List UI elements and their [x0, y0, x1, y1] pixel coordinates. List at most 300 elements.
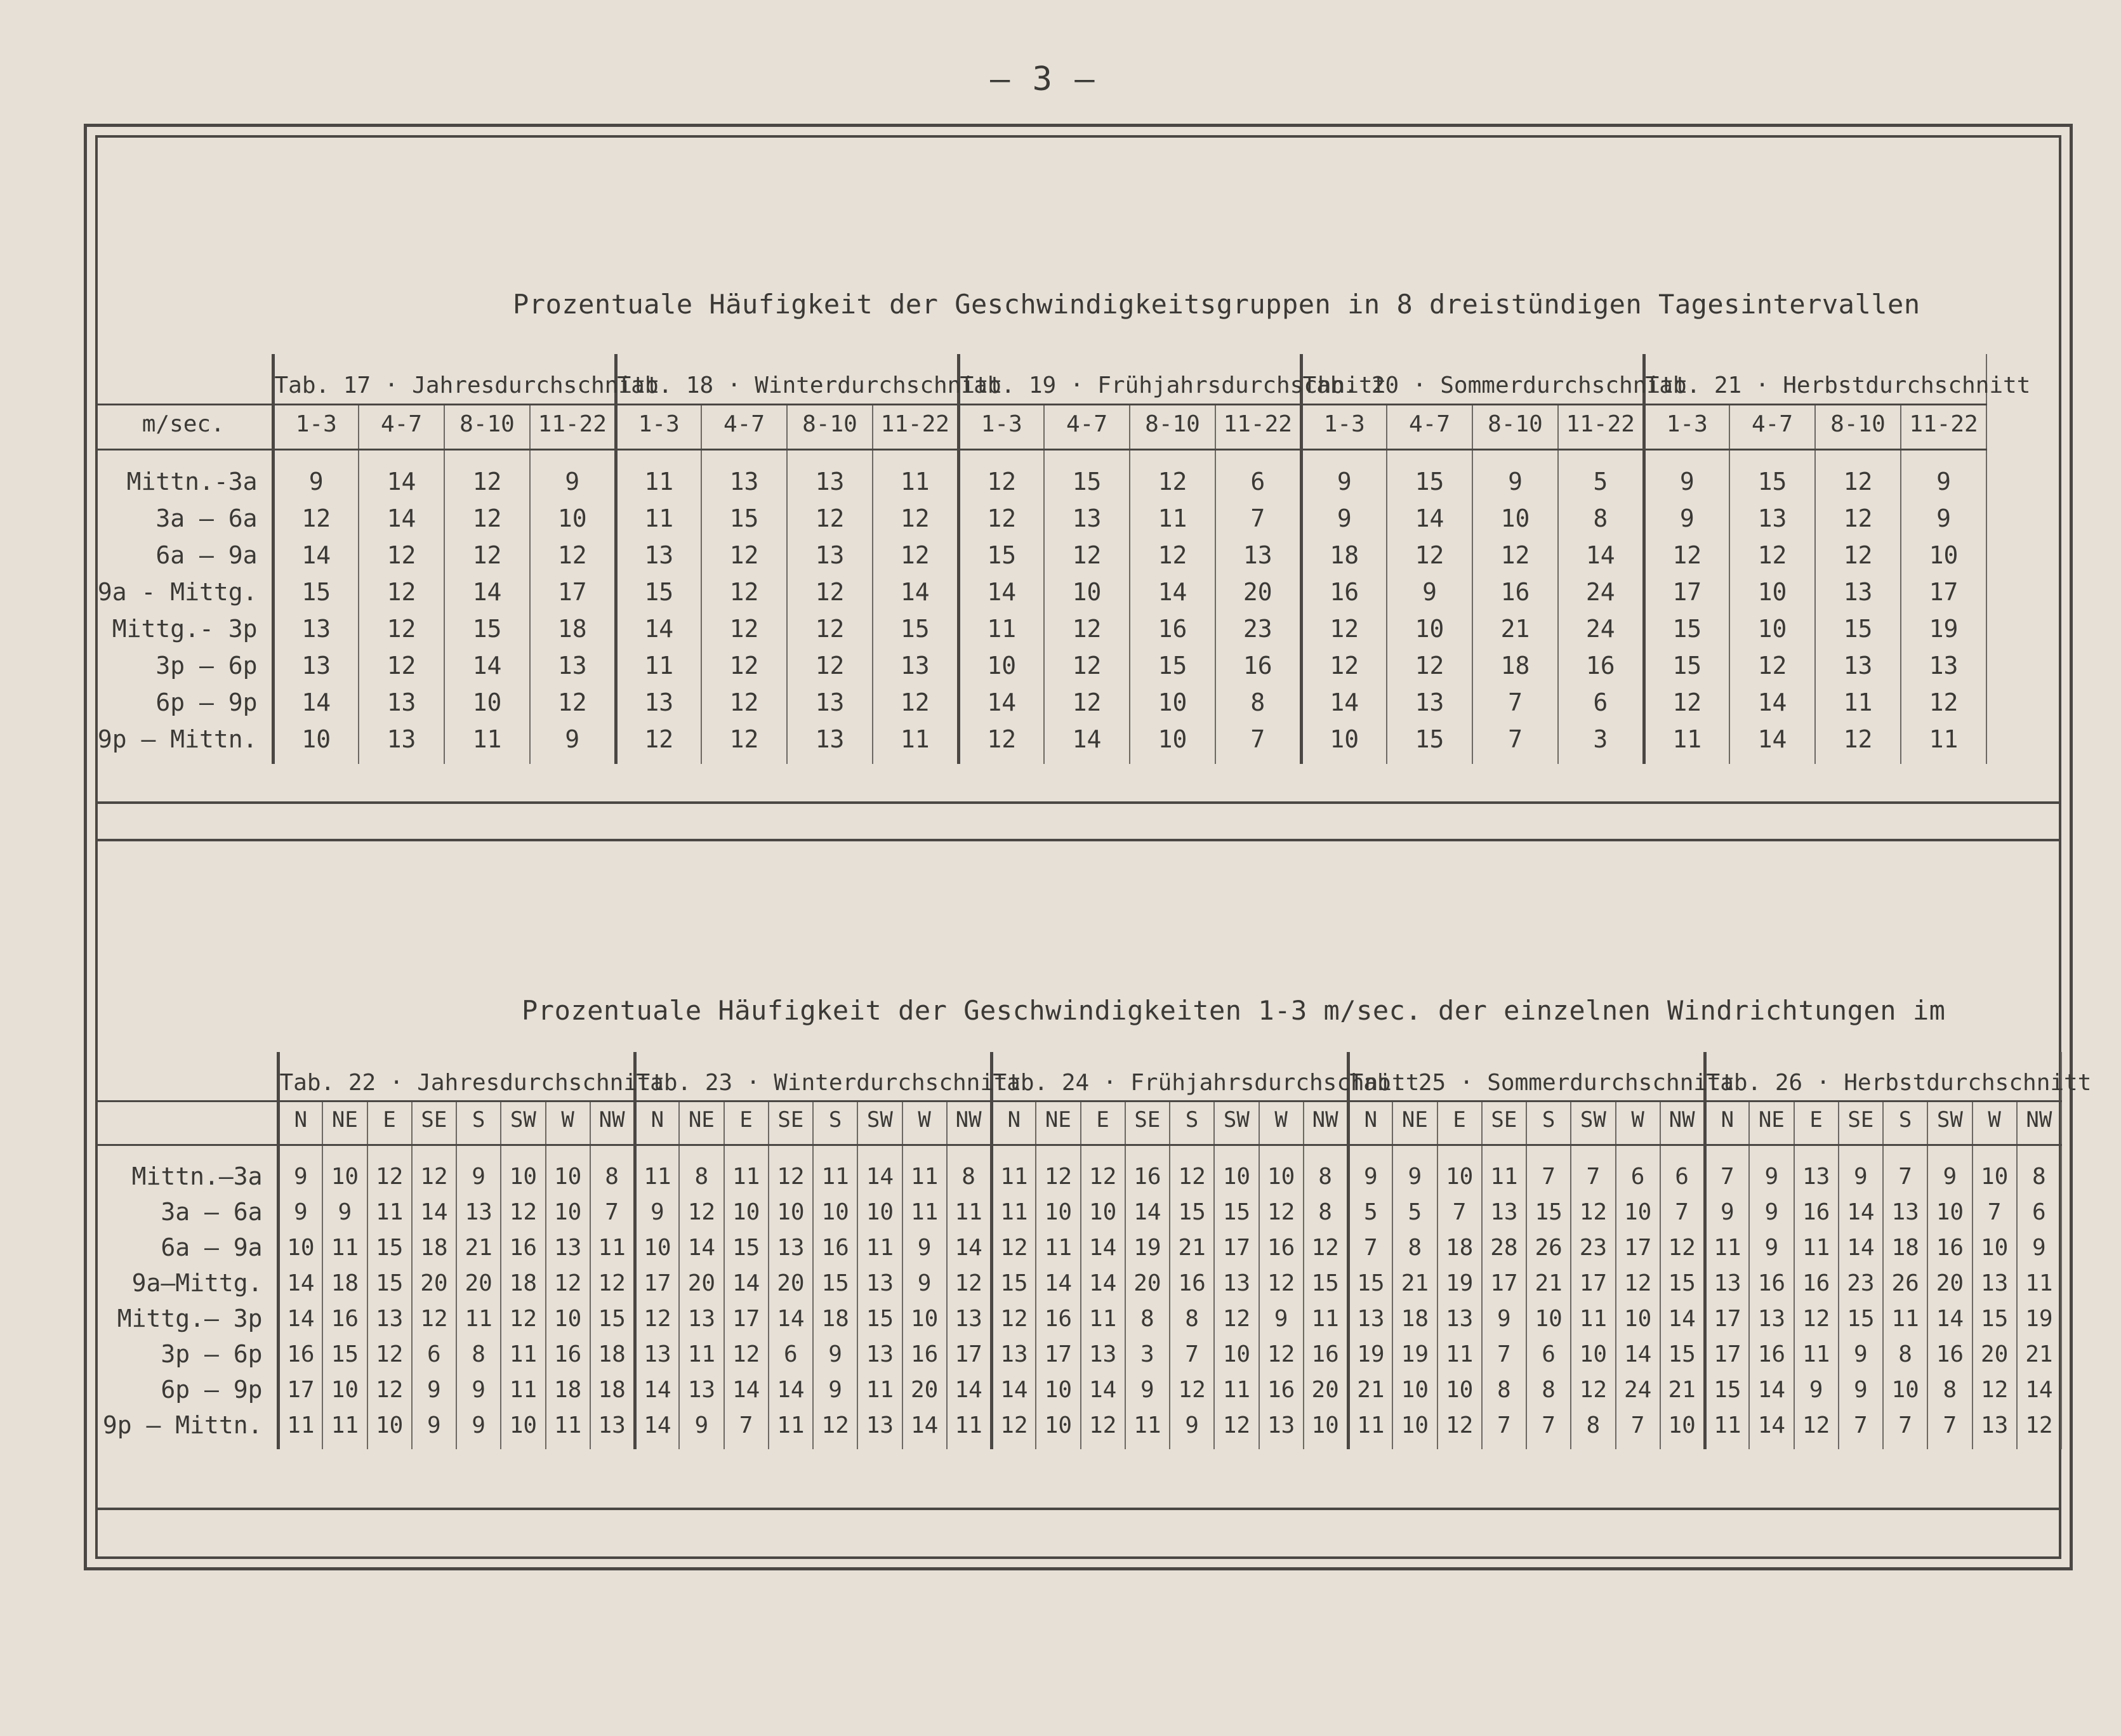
table-row: [95, 450, 1986, 501]
cell-value: 12: [367, 1336, 412, 1372]
column-header: N: [1705, 1101, 1749, 1145]
table-row: [95, 1194, 2061, 1230]
cell-value: 9: [1170, 1407, 1214, 1449]
cell-value: 8: [1215, 684, 1301, 721]
cell-value: 7: [1660, 1194, 1705, 1230]
cell-value: 14: [857, 1145, 902, 1195]
cell-value: 20: [769, 1265, 813, 1301]
column-header: 11-22: [530, 405, 616, 450]
cell-value: 11: [1571, 1301, 1615, 1336]
column-header: SW: [501, 1101, 545, 1145]
cell-value: 20: [679, 1265, 724, 1301]
cell-value: 14: [444, 647, 530, 684]
cell-value: 28: [1482, 1230, 1526, 1265]
cell-value: 16: [813, 1230, 857, 1265]
cell-value: 11: [947, 1194, 991, 1230]
column-header: 4-7: [1044, 405, 1130, 450]
cell-value: 14: [902, 1407, 947, 1449]
cell-value: 10: [501, 1407, 545, 1449]
cell-value: 14: [769, 1301, 813, 1336]
cell-value: 12: [444, 537, 530, 574]
cell-value: 11: [947, 1407, 991, 1449]
cell-value: 17: [1616, 1230, 1660, 1265]
column-header: S: [456, 1101, 501, 1145]
cell-value: 14: [769, 1372, 813, 1407]
cell-value: 12: [273, 500, 359, 537]
cell-value: 13: [947, 1301, 991, 1336]
cell-value: 15: [857, 1301, 902, 1336]
group-title: Tab. 20 · Sommerdurchschnitt: [1301, 354, 1644, 405]
cell-value: 14: [947, 1372, 991, 1407]
cell-value: 12: [1259, 1265, 1304, 1301]
cell-value: 11: [1437, 1336, 1482, 1372]
cell-value: 12: [1170, 1372, 1214, 1407]
row-label: 9p – Mittn.: [95, 1407, 278, 1449]
cell-value: 12: [701, 721, 787, 764]
cell-value: 9: [1482, 1301, 1526, 1336]
cell-value: 12: [530, 537, 616, 574]
cell-value: 11: [444, 721, 530, 764]
cell-value: 16: [1259, 1230, 1304, 1265]
cell-value: 16: [1558, 647, 1644, 684]
cell-value: 12: [1472, 537, 1558, 574]
cell-value: 11: [1304, 1301, 1348, 1336]
table-row: [95, 684, 1986, 721]
cell-value: 12: [1815, 537, 1901, 574]
cell-value: 10: [1036, 1372, 1080, 1407]
column-header: 8-10: [787, 405, 873, 450]
cell-value: 12: [787, 500, 873, 537]
column-header: NW: [947, 1101, 991, 1145]
cell-value: 15: [1644, 647, 1729, 684]
cell-value: 17: [947, 1336, 991, 1372]
cell-value: 21: [1526, 1265, 1571, 1301]
cell-value: 16: [1927, 1230, 1972, 1265]
cell-value: 10: [1392, 1372, 1437, 1407]
column-header: 8-10: [1472, 405, 1558, 450]
cell-value: 13: [1749, 1301, 1794, 1336]
cell-value: 9: [412, 1372, 456, 1407]
cell-value: 9: [412, 1407, 456, 1449]
cell-value: 8: [1558, 500, 1644, 537]
cell-value: 13: [1215, 537, 1301, 574]
cell-value: 10: [902, 1301, 947, 1336]
cell-value: 19: [1392, 1336, 1437, 1372]
cell-value: 19: [1901, 610, 1986, 647]
cell-value: 9: [635, 1194, 679, 1230]
row-label: 6a – 9a: [95, 1230, 278, 1265]
cell-value: 10: [546, 1194, 590, 1230]
cell-value: 15: [1387, 721, 1472, 764]
cell-value: 17: [1705, 1336, 1749, 1372]
cell-value: 10: [546, 1301, 590, 1336]
cell-value: 15: [1304, 1265, 1348, 1301]
cell-value: 10: [1387, 610, 1472, 647]
cell-value: 14: [991, 1372, 1036, 1407]
cell-value: 12: [787, 647, 873, 684]
cell-value: 14: [1729, 721, 1815, 764]
column-header: 1-3: [1301, 405, 1387, 450]
unit-label: [95, 1101, 278, 1145]
cell-value: 11: [1482, 1145, 1526, 1195]
cell-value: 7: [1437, 1194, 1482, 1230]
cell-value: 13: [273, 647, 359, 684]
cell-value: 10: [958, 647, 1044, 684]
cell-value: 12: [501, 1301, 545, 1336]
cell-value: 12: [769, 1145, 813, 1195]
column-header: S: [1526, 1101, 1571, 1145]
cell-value: 9: [1301, 500, 1387, 537]
cell-value: 9: [322, 1194, 367, 1230]
cell-value: 15: [813, 1265, 857, 1301]
cell-value: 15: [1729, 450, 1815, 501]
cell-value: 10: [769, 1194, 813, 1230]
cell-value: 9: [1705, 1194, 1749, 1230]
cell-value: 20: [412, 1265, 456, 1301]
row-label: 6p – 9p: [95, 684, 273, 721]
cell-value: 11: [1644, 721, 1729, 764]
cell-value: 13: [359, 721, 444, 764]
cell-value: 7: [1526, 1145, 1571, 1195]
cell-value: 8: [1304, 1194, 1348, 1230]
cell-value: 14: [2017, 1372, 2061, 1407]
cell-value: 15: [991, 1265, 1036, 1301]
cell-value: 15: [1660, 1336, 1705, 1372]
cell-value: 10: [1259, 1145, 1304, 1195]
cell-value: 13: [873, 647, 958, 684]
cell-value: 12: [991, 1301, 1036, 1336]
cell-value: 13: [787, 537, 873, 574]
cell-value: 16: [1749, 1265, 1794, 1301]
cell-value: 16: [1259, 1372, 1304, 1407]
cell-value: 14: [1301, 684, 1387, 721]
cell-value: 12: [1644, 537, 1729, 574]
column-header: S: [1170, 1101, 1214, 1145]
cell-value: 10: [1130, 721, 1215, 764]
cell-value: 7: [1472, 684, 1558, 721]
cell-value: 13: [1972, 1265, 2017, 1301]
cell-value: 13: [1259, 1407, 1304, 1449]
cell-value: 9: [902, 1265, 947, 1301]
cell-value: 11: [616, 500, 701, 537]
cell-value: 14: [412, 1194, 456, 1230]
cell-value: 10: [546, 1145, 590, 1195]
cell-value: 13: [857, 1265, 902, 1301]
cell-value: 9: [456, 1407, 501, 1449]
cell-value: 17: [278, 1372, 322, 1407]
cell-value: 12: [1387, 647, 1472, 684]
cell-value: 17: [1901, 574, 1986, 610]
cell-value: 13: [701, 450, 787, 501]
cell-value: 10: [857, 1194, 902, 1230]
cell-value: 12: [787, 574, 873, 610]
cell-value: 10: [1616, 1194, 1660, 1230]
cell-value: 6: [1616, 1145, 1660, 1195]
cell-value: 12: [991, 1407, 1036, 1449]
cell-value: 11: [501, 1336, 545, 1372]
column-header: N: [278, 1101, 322, 1145]
cell-value: 10: [635, 1230, 679, 1265]
cell-value: 3: [1125, 1336, 1170, 1372]
cell-value: 13: [991, 1336, 1036, 1372]
cell-value: 12: [701, 610, 787, 647]
cell-value: 15: [1044, 450, 1130, 501]
cell-value: 9: [1839, 1372, 1883, 1407]
cell-value: 11: [991, 1194, 1036, 1230]
column-header: 4-7: [359, 405, 444, 450]
cell-value: 12: [1901, 684, 1986, 721]
cell-value: 12: [724, 1336, 769, 1372]
cell-value: 15: [1705, 1372, 1749, 1407]
group-title: Tab. 21 · Herbstdurchschnitt: [1644, 354, 1986, 405]
column-header: SE: [769, 1101, 813, 1145]
cell-value: 10: [1571, 1336, 1615, 1372]
cell-value: 18: [1301, 537, 1387, 574]
cell-value: 12: [1081, 1145, 1125, 1195]
cell-value: 13: [635, 1336, 679, 1372]
cell-value: 11: [278, 1407, 322, 1449]
cell-value: 11: [724, 1145, 769, 1195]
cell-value: 14: [1036, 1265, 1080, 1301]
cell-value: 17: [1571, 1265, 1615, 1301]
group-title: Tab. 22 · Jahresdurchschnitt: [278, 1052, 635, 1101]
cell-value: 11: [616, 647, 701, 684]
cell-value: 18: [322, 1265, 367, 1301]
column-header: NW: [1304, 1101, 1348, 1145]
cell-value: 11: [1081, 1301, 1125, 1336]
cell-value: 14: [873, 574, 958, 610]
cell-value: 12: [1729, 537, 1815, 574]
cell-value: 20: [1304, 1372, 1348, 1407]
cell-value: 18: [590, 1372, 635, 1407]
cell-value: 12: [701, 537, 787, 574]
cell-value: 10: [1729, 610, 1815, 647]
cell-value: 9: [530, 721, 616, 764]
table-a: [95, 354, 2031, 764]
cell-value: 12: [412, 1301, 456, 1336]
cell-value: 7: [1170, 1336, 1214, 1372]
cell-value: 12: [1170, 1145, 1214, 1195]
cell-value: 8: [1927, 1372, 1972, 1407]
cell-value: 9: [1387, 574, 1472, 610]
cell-value: 16: [501, 1230, 545, 1265]
cell-value: 20: [1972, 1336, 2017, 1372]
cell-value: 10: [1972, 1230, 2017, 1265]
cell-value: 12: [958, 500, 1044, 537]
cell-value: 16: [322, 1301, 367, 1336]
cell-value: 13: [1705, 1265, 1749, 1301]
cell-value: 10: [1437, 1372, 1482, 1407]
cell-value: 3: [1558, 721, 1644, 764]
column-header: SW: [857, 1101, 902, 1145]
row-label: 3a – 6a: [95, 500, 273, 537]
cell-value: 7: [1526, 1407, 1571, 1449]
cell-value: 12: [359, 647, 444, 684]
cell-value: 15: [958, 537, 1044, 574]
cell-value: 7: [1571, 1145, 1615, 1195]
cell-value: 16: [1304, 1336, 1348, 1372]
cell-value: 12: [873, 684, 958, 721]
cell-value: 9: [278, 1194, 322, 1230]
cell-value: 11: [1214, 1372, 1259, 1407]
cell-value: 12: [1644, 684, 1729, 721]
cell-value: 16: [1749, 1336, 1794, 1372]
cell-value: 12: [635, 1301, 679, 1336]
table-row: [95, 721, 1986, 764]
cell-value: 15: [1526, 1194, 1571, 1230]
cell-value: 14: [1749, 1407, 1794, 1449]
column-header: 11-22: [1215, 405, 1301, 450]
cell-value: 16: [902, 1336, 947, 1372]
cell-value: 6: [2017, 1194, 2061, 1230]
cell-value: 13: [367, 1301, 412, 1336]
cell-value: 13: [1044, 500, 1130, 537]
cell-value: 18: [412, 1230, 456, 1265]
cell-value: 15: [1130, 647, 1215, 684]
row-label: 6a – 9a: [95, 537, 273, 574]
cell-value: 11: [1794, 1336, 1839, 1372]
cell-value: 10: [501, 1145, 545, 1195]
column-header: SW: [1571, 1101, 1615, 1145]
cell-value: 10: [1214, 1336, 1259, 1372]
cell-value: 18: [546, 1372, 590, 1407]
cell-value: 13: [857, 1336, 902, 1372]
cell-value: 13: [1387, 684, 1472, 721]
cell-value: 11: [857, 1372, 902, 1407]
cell-value: 9: [1901, 500, 1986, 537]
cell-value: 12: [991, 1230, 1036, 1265]
cell-value: 8: [1170, 1301, 1214, 1336]
cell-value: 12: [1044, 537, 1130, 574]
cell-value: 13: [1883, 1194, 1927, 1230]
cell-value: 10: [1036, 1407, 1080, 1449]
row-label: 9p – Mittn.: [95, 721, 273, 764]
cell-value: 13: [1794, 1145, 1839, 1195]
column-header: 11-22: [1901, 405, 1986, 450]
cell-value: 16: [1125, 1145, 1170, 1195]
cell-value: 8: [1392, 1230, 1437, 1265]
cell-value: 14: [1044, 721, 1130, 764]
cell-value: 17: [724, 1301, 769, 1336]
cell-value: 16: [1215, 647, 1301, 684]
cell-value: 10: [1081, 1194, 1125, 1230]
cell-value: 7: [1705, 1145, 1749, 1195]
cell-value: 23: [1215, 610, 1301, 647]
cell-value: 10: [273, 721, 359, 764]
cell-value: 7: [590, 1194, 635, 1230]
column-header: E: [1794, 1101, 1839, 1145]
column-header: SE: [1839, 1101, 1883, 1145]
cell-value: 8: [679, 1145, 724, 1195]
cell-value: 15: [701, 500, 787, 537]
cell-value: 14: [1839, 1194, 1883, 1230]
group-title: Tab. 26 · Herbstdurchschnitt: [1705, 1052, 2061, 1101]
group-title: Tab. 25 · Sommerdurchschnitt: [1348, 1052, 1705, 1101]
cell-value: 12: [616, 721, 701, 764]
cell-value: 14: [724, 1372, 769, 1407]
table-row: [95, 1372, 2061, 1407]
cell-value: 11: [456, 1301, 501, 1336]
column-header: 8-10: [1815, 405, 1901, 450]
table-row: [95, 1265, 2061, 1301]
cell-value: 14: [616, 610, 701, 647]
cell-value: 17: [1036, 1336, 1080, 1372]
cell-value: 14: [1130, 574, 1215, 610]
cell-value: 12: [958, 450, 1044, 501]
cell-value: 5: [1392, 1194, 1437, 1230]
cell-value: 9: [1839, 1145, 1883, 1195]
cell-value: 23: [1839, 1265, 1883, 1301]
cell-value: 8: [2017, 1145, 2061, 1195]
cell-value: 12: [1081, 1407, 1125, 1449]
cell-value: 26: [1883, 1265, 1927, 1301]
cell-value: 18: [530, 610, 616, 647]
cell-value: 8: [1482, 1372, 1526, 1407]
cell-value: 7: [1215, 721, 1301, 764]
cell-value: 9: [1749, 1145, 1794, 1195]
cell-value: 7: [1482, 1336, 1526, 1372]
cell-value: 11: [546, 1407, 590, 1449]
cell-value: 9: [1259, 1301, 1304, 1336]
cell-value: 16: [1130, 610, 1215, 647]
cell-value: 16: [546, 1336, 590, 1372]
cell-value: 12: [1729, 647, 1815, 684]
column-header: 1-3: [273, 405, 359, 450]
cell-value: 10: [1927, 1194, 1972, 1230]
cell-value: 14: [1749, 1372, 1794, 1407]
column-header: SW: [1214, 1101, 1259, 1145]
cell-value: 8: [1883, 1336, 1927, 1372]
cell-value: 12: [701, 647, 787, 684]
cell-value: 16: [1794, 1194, 1839, 1230]
cell-value: 20: [902, 1372, 947, 1407]
cell-value: 14: [1387, 500, 1472, 537]
column-header: E: [1437, 1101, 1482, 1145]
column-header: 8-10: [444, 405, 530, 450]
cell-value: 13: [1348, 1301, 1392, 1336]
cell-value: 10: [724, 1194, 769, 1230]
cell-value: 10: [1526, 1301, 1571, 1336]
cell-value: 8: [456, 1336, 501, 1372]
cell-value: 12: [1794, 1301, 1839, 1336]
cell-value: 18: [813, 1301, 857, 1336]
cell-value: 16: [1794, 1265, 1839, 1301]
cell-value: 12: [1214, 1407, 1259, 1449]
cell-value: 10: [1437, 1145, 1482, 1195]
cell-value: 7: [1215, 500, 1301, 537]
cell-value: 7: [1927, 1407, 1972, 1449]
cell-value: 17: [530, 574, 616, 610]
cell-value: 12: [1437, 1407, 1482, 1449]
cell-value: 10: [530, 500, 616, 537]
corner-blank: [95, 354, 273, 405]
cell-value: 12: [1387, 537, 1472, 574]
cell-value: 18: [1392, 1301, 1437, 1336]
cell-value: 14: [679, 1230, 724, 1265]
cell-value: 12: [1301, 647, 1387, 684]
cell-value: 7: [1883, 1407, 1927, 1449]
column-header: N: [1348, 1101, 1392, 1145]
cell-value: 11: [635, 1145, 679, 1195]
cell-value: 10: [1972, 1145, 2017, 1195]
cell-value: 11: [679, 1336, 724, 1372]
cell-value: 12: [947, 1265, 991, 1301]
row-label: Mittg.– 3p: [95, 1301, 278, 1336]
cell-value: 19: [1437, 1265, 1482, 1301]
cell-value: 12: [1301, 610, 1387, 647]
cell-value: 11: [501, 1372, 545, 1407]
cell-value: 6: [769, 1336, 813, 1372]
